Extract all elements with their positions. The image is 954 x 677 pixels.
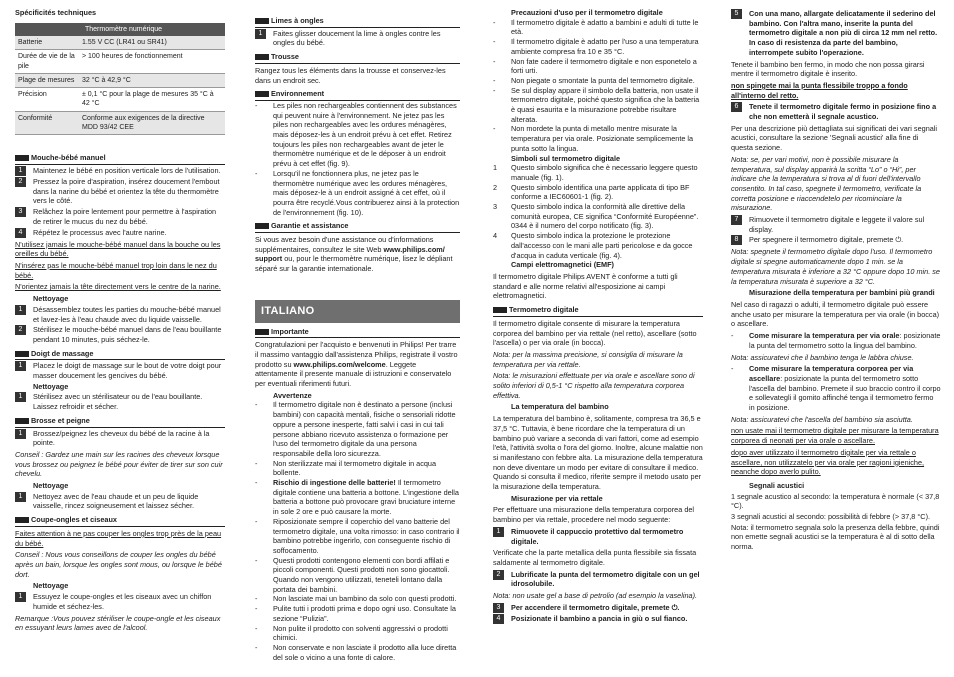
note: Nota: se, per vari motivi, non è possibile misurare la temperatura, sul display apparirà la scritta “Lo” o “Hi”, per indicare che la temperatura si trova al di fuori dell'intervallo consentito. In tal caso, spegnete il termometro, verificate la corretta posizione e riaccendetelo per ricominciare la misurazione. (731, 154, 922, 213)
list-item: - Il termometro digitale non è destinato a persone (inclusi bambini) con capacità mentali, fisiche o sensoriali ridotte oppure a persone inesperte, fatti salvi i casi in cui tali persone abbiano ricevuto assistenza o formazione per l'uso del termometro digitale da una persona responsabile della loro sicurezza. (255, 400, 456, 458)
step: 4 Répétez le processus avec l'autre narine. (15, 228, 225, 238)
note: Nota: non usate gel a base di petrolio (ad esempio la vaselina). (493, 591, 698, 601)
list-item: - Non fate cadere il termometro digitale e non esponetelo a forti urti. (493, 56, 697, 76)
list-item: 1 Questo simbolo significa che è necessario leggere questo manuale (fig. 1). (493, 163, 698, 182)
language-banner: ITALIANO (255, 300, 460, 323)
spec-key: Batterie (15, 36, 79, 50)
list-item: - Come misurare la temperatura per via orale: posizionate la punta del termometro sotto la lingua del bambino. (731, 331, 941, 350)
paragraph: Nel caso di ragazzi o adulti, il termometro digitale può essere anche usato per misurare la temperatura per via orale (in bocca) o ascellare. (731, 299, 940, 329)
section-header: Mouche-bébé manuel (15, 153, 225, 165)
paragraph: Per effettuare una misurazione della temperatura corporea del bambino per via rettale, procedere nel modo seguente: (493, 505, 695, 525)
section-header: Environnement (255, 89, 460, 101)
step: 1 Faites glisser doucement la lime à ongles contre les ongles du bébé. (255, 29, 460, 48)
list-item: - Non conservate e non lasciate il prodotto alla luce diretta del sole o vicino a una fonte di calore. (255, 643, 457, 662)
paragraph: 1 segnale acustico al secondo: la temperatura è normale (< 37,8 °C). (731, 491, 940, 511)
note: Remarque :Vous pouvez stériliser le coupe-ongle et les ciseaux en essuyant leurs lames avec de l'alcool. (15, 613, 221, 633)
subheading: Nettoyage (33, 581, 69, 591)
subheading: Campi elettromagnetici (EMF) (511, 260, 614, 270)
spec-key: Précision (15, 88, 79, 112)
warning: non usate mai il termometro digitale per misurare la temperatura corporea di neonati per via orale o ascellare. (731, 426, 939, 446)
step: 6 Tenete il termometro digitale fermo in posizione fino a che non emetterà il segnale acustico. (731, 102, 941, 121)
note: Nota: per la massima precisione, si consiglia di misurare la temperatura per via rettale. (493, 349, 683, 369)
table-row (15, 111, 225, 135)
warning: N'orientez jamais la tête directement vers le centre de la narine. (15, 282, 221, 292)
spec-value: 32 °C à 42,9 °C (79, 73, 225, 87)
spec-key: Conformité (15, 111, 79, 135)
list-item: 3 Questo simbolo indica la conformità alle direttive della comunità europea, CE significa “Conformité Européenne”. 0344 è il numero del corpo notificato (fig. 3). (493, 202, 699, 231)
list-item: - Il termometro digitale è adatto a bambini e adulti di tutte le età. (493, 17, 699, 37)
list-item: - Lorsqu'il ne fonctionnera plus, ne jetez pas le thermomètre numérique avec les ordures ménagères, mais déposez-le à un endroit assigné à cet effet, où il pourra être recyclé.Vous contribuerez ainsi à la protection de l'environnement (fig. 10). (255, 168, 460, 217)
list-item: - Riposizionate sempre il coperchio del vano batterie del termometro digitale, una volta rimosso: in caso contrario il bambino potrebbe ingerirlo, con conseguente rischio di soffocamento. (255, 516, 460, 555)
list-item: - Non sterilizzate mai il termometro digitale in acqua bollente. (255, 458, 437, 478)
list-item: 2 Questo simbolo identifica una parte applicata di tipo BF conforme a IEC60601-1 (fig. 2). (493, 182, 690, 202)
paragraph: Verificate che la parte metallica della punta flessibile sia fissata saldamente al termometro digitale. (493, 548, 697, 567)
step: 1 Placez le doigt de massage sur le bout de votre doigt pour masser doucement les gencives du bébé. (15, 361, 225, 380)
paragraph: Nota: il termometro segnala solo la presenza della febbre, quindi non emette segnali acustici se la temperatura è al di sotto della norma. (731, 522, 940, 552)
spec-value: ± 0,1 °C pour la plage de mesures 35 °C à 42 °C (79, 88, 225, 112)
spec-value: > 100 heures de fonctionnement (79, 50, 225, 74)
section-header: Brosse et peigne (15, 416, 225, 428)
paragraph: Rangez tous les éléments dans la trousse et conservez-les dans un endroit sec. (255, 65, 446, 85)
warning: N'utilisez jamais le mouche-bébé manuel dans la bouche ou les oreilles du bébé. (15, 239, 221, 259)
paragraph: Congratulazioni per l'acquisto e benvenuti in Philips! Per trarre il massimo vantaggio dall'assistenza Philips, registrate il vostro prodotto su www.philips.com/welcome. Leggete attentamente il presente manuale di istruzioni e conservatelo per eventuali riferimenti futuri. (255, 340, 458, 389)
step: 4 Posizionate il bambino a pancia in giù o sul fianco. (493, 614, 703, 624)
table-row (15, 88, 225, 112)
step: 1 Rimuovete il cappuccio protettivo dal termometro digitale. (493, 527, 703, 546)
step: 3 Relâchez la poire lentement pour permettre à l'aspiration de retirer le mucus du nez du bébé. (15, 207, 225, 226)
subheading: Segnali acustici (749, 480, 805, 490)
step: 8 Per spegnere il termometro digitale, premete ⏻. (731, 235, 941, 245)
subheading: Precauzioni d'uso per il termometro digitale (511, 8, 663, 17)
paragraph: La temperatura del bambino è, solitamente, compresa tra 36,5 e 37,5 °C. Tuttavia, è bene ricordare che la temperatura di un bambino può variare a seconda di vari fattori, come ad esempio l'età, l'attività svolta o l'ora del giorno. Inoltre, alcune malattie non si manifestano con febbre alta. La misurazione della temperatura non deve diventare un modo per evitare di consultare il medico. Quando si consulta il medico, riferite sempre il metodo usato per la misurazione della temperatura. (493, 414, 703, 492)
step: 5 Con una mano, allargate delicatamente il sederino del bambino. Con l'altra mano, inserite la punta del termometro digitale a non più di circa 12 mm nel retto. In caso di resistenza da parte del bambino, interrompete subito l'operazione. (731, 9, 941, 58)
spec-value: Conforme aux exigences de la directive MDD 93/42 CEE (79, 111, 225, 135)
list-item: - Pulite tutti i prodotti prima e dopo ogni uso. Consultate la sezione “Pulizia”. (255, 604, 456, 623)
subheading: Misurazione per via rettale (511, 493, 603, 503)
section-header: Importante (255, 327, 460, 339)
step: 1 Stérilisez avec un stérilisateur ou de l'eau bouillante. Laissez refroidir et sécher. (15, 392, 225, 411)
list-item: - Non lasciate mai un bambino da solo con questi prodotti. (255, 594, 457, 604)
list-item: - Non pulite il prodotto con solventi aggressivi o prodotti chimici. (255, 623, 448, 643)
list-item: - Come misurare la temperatura corporea per via ascellare: posizionate la punta del termometro sotto l'ascella del bambino. Premete il suo braccio contro il corpo e sollevategli il gomito affinché tenga il termometro fermo in posizione. (731, 364, 941, 413)
welcome-link[interactable]: www.philips.com/welcome (293, 359, 386, 369)
warning: non spingete mai la punta flessibile troppo a fondo all'interno del retto. (731, 80, 908, 100)
tip: Conseil : Nous vous conseillons de couper les ongles du bébé après un bain, lorsque les ongles sont mous, ou lorsque le bébé dort. (15, 550, 222, 579)
column-4 (731, 8, 941, 553)
list-item: - Il termometro digitale è adatto per l'uso a una temperatura ambiente compresa fra 10 e 35 °C. (493, 37, 699, 56)
column-2 (255, 8, 460, 662)
subheading: Simboli sul termometro digitale (511, 153, 621, 163)
step: 2 Lubrificate la punta del termometro digitale con un gel idrosolubile. (493, 570, 703, 589)
specs-table (15, 23, 225, 136)
paragraph: Si vous avez besoin d'une assistance ou d'informations supplémentaires, consultez le site Web www.philips.com/ support ou, pour le thermomètre numérique, lisez le dépliant séparé sur la garantie internationale. (255, 235, 453, 274)
subheading: Misurazione della temperatura per bambini più grandi (749, 288, 935, 298)
spec-key: Plage de mesures (15, 73, 79, 87)
list-item: - Se sul display appare il simbolo della batteria, non usate il termometro digitale, poiché questo significa che la batteria è quasi esaurita e la misurazione potrebbe risultare alterata. (493, 85, 700, 124)
list-item: - Non piegate o smontate la punta del termometro digitale. (493, 75, 695, 85)
section-header: Doigt de massage (15, 349, 225, 361)
tip: Conseil : Gardez une main sur les racines des cheveux lorsque vous brossez ou peignez le bébé pour éviter de tirer sur son cuir chevelu. (15, 449, 223, 479)
paragraph: Il termometro digitale Philips AVENT è conforme a tutti gli standard e alle norme relativi all'esposizione ai campi elettromagnetici. (493, 271, 678, 301)
spec-key: Durée de vie de la pile (15, 50, 79, 74)
list-item: - Questi prodotti contengono elementi con bordi affilati e piccoli componenti. Questi prodotti non sono giocattoli. Quando non vengono utilizzati, teneteli lontano dalla portata dei bambini. (255, 555, 450, 594)
list-item: - Rischio di ingestione delle batterie! Il termometro digitale contiene una batteria a bottone. L'ingestione della batteria a bottone può provocare gravi bruciature interne in sole 2 ore e può causare la morte. (255, 478, 459, 517)
spec-value: 1.55 V CC (LR41 ou SR41) (79, 36, 225, 50)
section-header: Garantie et assistance (255, 221, 460, 233)
support-link[interactable]: www.philips.com/ support (255, 244, 445, 264)
step: 2 Stérilisez le mouche-bébé manuel dans de l'eau bouillante pendant 10 minutes, puis séchez-le. (15, 325, 225, 344)
table-row (15, 36, 225, 50)
section-header: Trousse (255, 52, 460, 64)
section-header: Termometro digitale (493, 305, 703, 317)
paragraph: Per una descrizione più dettagliata sui significati dei vari segnali acustici, consultare la sezione 'Segnali acustici' alla fine di questa sezione. (731, 123, 938, 153)
note: Nota: assicuratevi che l'ascella del bambino sia asciutta. (731, 414, 913, 424)
step: 7 Rimuovete il termometro digitale e leggete il valore sul display. (731, 215, 941, 234)
step: 3 Per accendere il termometro digitale, premete ⏻. (493, 603, 703, 613)
step: 2 Pressez la poire d'aspiration, insérez doucement l'embout dans la narine du bébé et orientez la tête du thermomètre vers le côté. (15, 177, 225, 206)
subheading: Nettoyage (33, 481, 69, 491)
specs-table-header: Thermomètre numérique (15, 23, 225, 36)
subheading: Nettoyage (33, 381, 69, 391)
column-3 (493, 8, 703, 625)
specs-title: Spécificités techniques (15, 8, 97, 17)
step: 1 Maintenez le bébé en position verticale lors de l'utilisation. (15, 166, 225, 176)
list-item: - Les piles non rechargeables contiennent des substances qui peuvent nuire à l'environnement. Ne jetez pas les piles non rechargeables avec les ordures ménagères, mais déposez-les à un endroit prévu à cet effet. Retirez toujours les piles non rechargeables avant de jeter le thermomètre numérique et de le déposer à un endroit prévu à cet effet (fig. 9). (255, 100, 457, 169)
column-1 (15, 8, 225, 635)
warning: Faites attention à ne pas couper les ongles trop près de la peau du bébé. (15, 528, 222, 548)
step: 1 Brossez/peignez les cheveux du bébé de la racine à la pointe. (15, 429, 225, 448)
table-row (15, 50, 225, 74)
subheading: La temperatura del bambino (511, 402, 609, 412)
subheading: Nettoyage (33, 294, 69, 304)
step: 1 Essuyez le coupe-ongles et les ciseaux avec un chiffon humide et séchez-les. (15, 592, 225, 611)
table-row (15, 73, 225, 87)
warning: N'insérez pas le mouche-bébé manuel trop loin dans le nez du bébé. (15, 261, 217, 280)
note: Nota: spegnete il termometro digitale dopo l'uso. Il termometro digitale si spegne automaticamente dopo 1 min. se la temperatura misurata è inferiore a 32 °C oppure dopo 10 min. se la temperatura misurata è superiore a 32 °C. (731, 247, 940, 286)
paragraph: Il termometro digitale consente di misurare la temperatura corporea del bambino per via rettale (nel retto), ascellare (sotto l'ascella) o per via orale (in bocca). (493, 318, 697, 348)
section-header: Coupe-ongles et ciseaux (15, 515, 225, 527)
list-item: - Non mordete la punta di metallo mentre misurate la temperatura per via orale. Posizionate semplicemente la punta sotto la lingua. (493, 124, 694, 153)
section-header: Limes à ongles (255, 16, 460, 28)
note: Nota: le misurazioni effettuate per via orale e ascellare sono di solito inferiori di 0,5-1 °C rispetto alla temperatura corporea effettiva. (493, 371, 695, 400)
note: Nota: assicuratevi che il bambino tenga le labbra chiuse. (731, 352, 914, 362)
step: 1 Nettoyez avec de l'eau chaude et un peu de liquide vaisselle, rincez soigneusement et laissez sécher. (15, 492, 225, 511)
subheading: Avvertenze (273, 390, 312, 400)
list-item: 4 Questo simbolo indica la protezione le protezione dall'accesso con le mani alle parti pericolose e da gocce d'acqua in caduta verticale (fig. 4). (493, 231, 693, 260)
warning: dopo aver utilizzato il termometro digitale per via rettale o ascellare, non utilizzatelo per via orale per ragioni igieniche, neanche dopo averlo pulito. (731, 447, 925, 477)
paragraph: Tenete il bambino ben fermo, in modo che non possa girarsi mentre il termometro digitale è inserito. (731, 59, 925, 79)
paragraph: 3 segnali acustici al secondo: possibilità di febbre (> 37,8 °C). (731, 512, 931, 522)
step: 1 Désassemblez toutes les parties du mouche-bébé manuel et lavez-les à l'eau chaude avec du liquide vaisselle. (15, 305, 225, 324)
